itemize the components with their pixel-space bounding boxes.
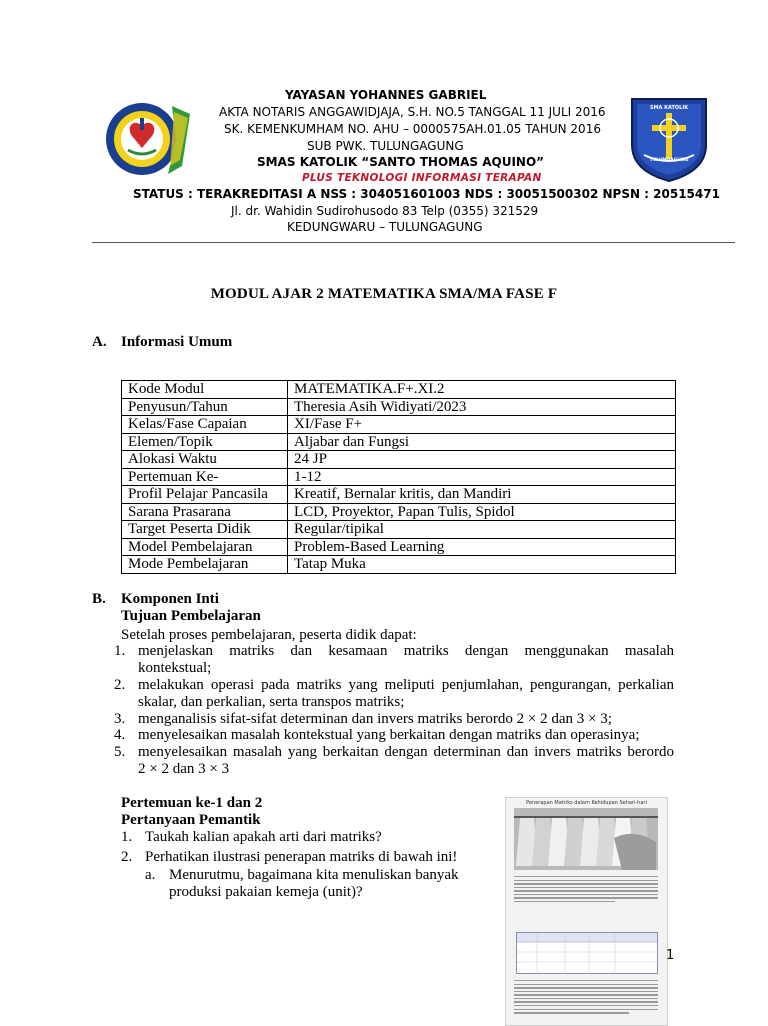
section-b-title: Komponen Inti xyxy=(121,591,219,607)
header-city: KEDUNGWARU – TULUNGAGUNG xyxy=(287,220,483,234)
table-row xyxy=(122,416,676,434)
table-value: Regular/tipikal xyxy=(288,521,676,539)
table-value: Problem-Based Learning xyxy=(288,538,676,556)
header-notary: AKTA NOTARIS ANGGAWIDJAJA, S.H. NO.5 TANGGAL 11 JULI 2016 xyxy=(219,105,606,119)
table-row xyxy=(122,521,676,539)
table-value: LCD, Proyektor, Papan Tulis, Spidol xyxy=(288,503,676,521)
list-item xyxy=(145,867,475,901)
objectives-heading: Tujuan Pembelajaran xyxy=(121,608,261,624)
table-value: 1-12 xyxy=(288,468,676,486)
table-value: Kreatif, Bernalar kritis, dan Mandiri xyxy=(288,486,676,504)
table-key: Penyusun/Tahun xyxy=(122,398,288,416)
list-number: 2. xyxy=(114,677,126,693)
table-key: Kode Modul xyxy=(122,381,288,399)
header-sub: SUB PWK. TULUNGAGUNG xyxy=(307,139,464,153)
section-a-title: Informasi Umum xyxy=(121,334,233,350)
list-item xyxy=(114,744,674,778)
list-text: Taukah kalian apakah arti dari matriks? xyxy=(145,829,382,845)
list-text-line: Menurutmu, bagaimana kita menuliskan banyak xyxy=(169,867,459,883)
list-text xyxy=(138,744,674,778)
table-row xyxy=(122,433,676,451)
table-row xyxy=(122,538,676,556)
list-number: 4. xyxy=(114,727,126,743)
list-number: 1. xyxy=(121,829,133,845)
table-row xyxy=(122,451,676,469)
section-a-heading xyxy=(92,334,392,352)
table-key: Kelas/Fase Capaian xyxy=(122,416,288,434)
list-text: Perhatikan ilustrasi penerapan matriks di bawah ini! xyxy=(145,849,458,865)
illustration-text-block xyxy=(514,876,658,905)
table-key: Elemen/Topik xyxy=(122,433,288,451)
yayasan-logo xyxy=(98,96,196,182)
list-item xyxy=(114,677,674,711)
list-number: 5. xyxy=(114,744,126,760)
illustration-table xyxy=(516,932,658,974)
list-text: menganalisis sifat-sifat determinan dan invers matriks berordo 2 × 2 dan 3 × 3; xyxy=(138,711,612,727)
table-row xyxy=(122,556,676,574)
matrix-illustration-image xyxy=(505,797,668,1026)
table-value: Aljabar dan Fungsi xyxy=(288,433,676,451)
school-shield-logo xyxy=(628,95,710,183)
table-key: Model Pembelajaran xyxy=(122,538,288,556)
clothes-rack-photo xyxy=(514,808,658,870)
list-text: menyelesaikan masalah kontekstual yang berkaitan dengan matriks dan operasinya; xyxy=(138,727,640,743)
table-value: Tatap Muka xyxy=(288,556,676,574)
section-b-label: B. xyxy=(92,591,106,607)
list-number: 1. xyxy=(114,643,126,659)
table-row xyxy=(122,398,676,416)
section-a-label: A. xyxy=(92,334,107,350)
table-row xyxy=(122,486,676,504)
logo-bottom-text: TULUNGAGUNG xyxy=(649,158,689,163)
table-key: Mode Pembelajaran xyxy=(122,556,288,574)
list-text xyxy=(138,677,674,711)
header-decree: SK. KEMENKUMHAM NO. AHU – 0000575AH.01.05 TAHUN 2016 xyxy=(224,122,601,136)
list-item xyxy=(121,829,491,846)
list-item xyxy=(114,711,674,728)
list-text xyxy=(169,867,459,901)
section-b-heading xyxy=(92,591,392,609)
trigger-questions-heading: Pertanyaan Pemantik xyxy=(121,812,261,828)
table-row xyxy=(122,503,676,521)
document-title: MODUL AJAR 2 MATEMATIKA SMA/MA FASE F xyxy=(210,286,558,302)
list-number: 2. xyxy=(121,849,133,865)
list-text-line: melakukan operasi pada matriks yang meliputi penjumlahan, pengurangan, perkalian xyxy=(138,677,674,693)
list-number: 3. xyxy=(114,711,126,727)
header-school: SMAS KATOLIK “SANTO THOMAS AQUINO” xyxy=(257,155,545,169)
table-value: XI/Fase F+ xyxy=(288,416,676,434)
general-info-table xyxy=(121,380,676,574)
table-value: MATEMATIKA.F+.XI.2 xyxy=(288,381,676,399)
page-number: 1 xyxy=(666,948,675,963)
list-text-line: produksi pakaian kemeja (unit)? xyxy=(169,883,363,900)
logo-top-text: SMA KATOLIK xyxy=(649,105,689,111)
header-status: STATUS : TERAKREDITASI A NSS : 304051601003 NDS : 30051500302 NPSN : 20515471 xyxy=(133,187,720,201)
header-plus: PLUS TEKNOLOGI INFORMASI TERAPAN xyxy=(302,172,542,184)
meeting-heading: Pertemuan ke-1 dan 2 xyxy=(121,795,263,811)
list-text-line: menyelesaikan masalah yang berkaitan dengan determinan dan invers matriks berordo xyxy=(138,744,674,760)
list-item xyxy=(121,849,491,866)
table-value: 24 JP xyxy=(288,451,676,469)
table-row xyxy=(122,468,676,486)
list-number: a. xyxy=(145,867,156,883)
list-text xyxy=(138,643,674,677)
table-key: Sarana Prasarana xyxy=(122,503,288,521)
list-text-line: menjelaskan matriks dan kesamaan matriks dengan menggunakan masalah xyxy=(138,643,674,659)
illustration-caption: Penerapan Matriks dalam Kehidupan Sehari-hari xyxy=(526,800,647,806)
header-address: Jl. dr. Wahidin Sudirohusodo 83 Telp (0355) 321529 xyxy=(231,204,539,218)
list-text-line: skalar, dan perkalian, serta transpos matriks; xyxy=(138,693,405,710)
table-key: Alokasi Waktu xyxy=(122,451,288,469)
list-text-line: kontekstual; xyxy=(138,659,212,676)
table-key: Pertemuan Ke- xyxy=(122,468,288,486)
illustration-text-block-2 xyxy=(514,980,658,1016)
header-foundation: YAYASAN YOHANNES GABRIEL xyxy=(285,88,487,102)
list-item xyxy=(114,727,674,744)
list-text-line: 2 × 2 dan 3 × 3 xyxy=(138,760,230,777)
table-key: Profil Pelajar Pancasila xyxy=(122,486,288,504)
table-key: Target Peserta Didik xyxy=(122,521,288,539)
header-divider xyxy=(92,242,735,243)
objectives-intro: Setelah proses pembelajaran, peserta didik dapat: xyxy=(121,627,417,643)
table-row xyxy=(122,381,676,399)
table-value: Theresia Asih Widiyati/2023 xyxy=(288,398,676,416)
list-item xyxy=(114,643,674,677)
